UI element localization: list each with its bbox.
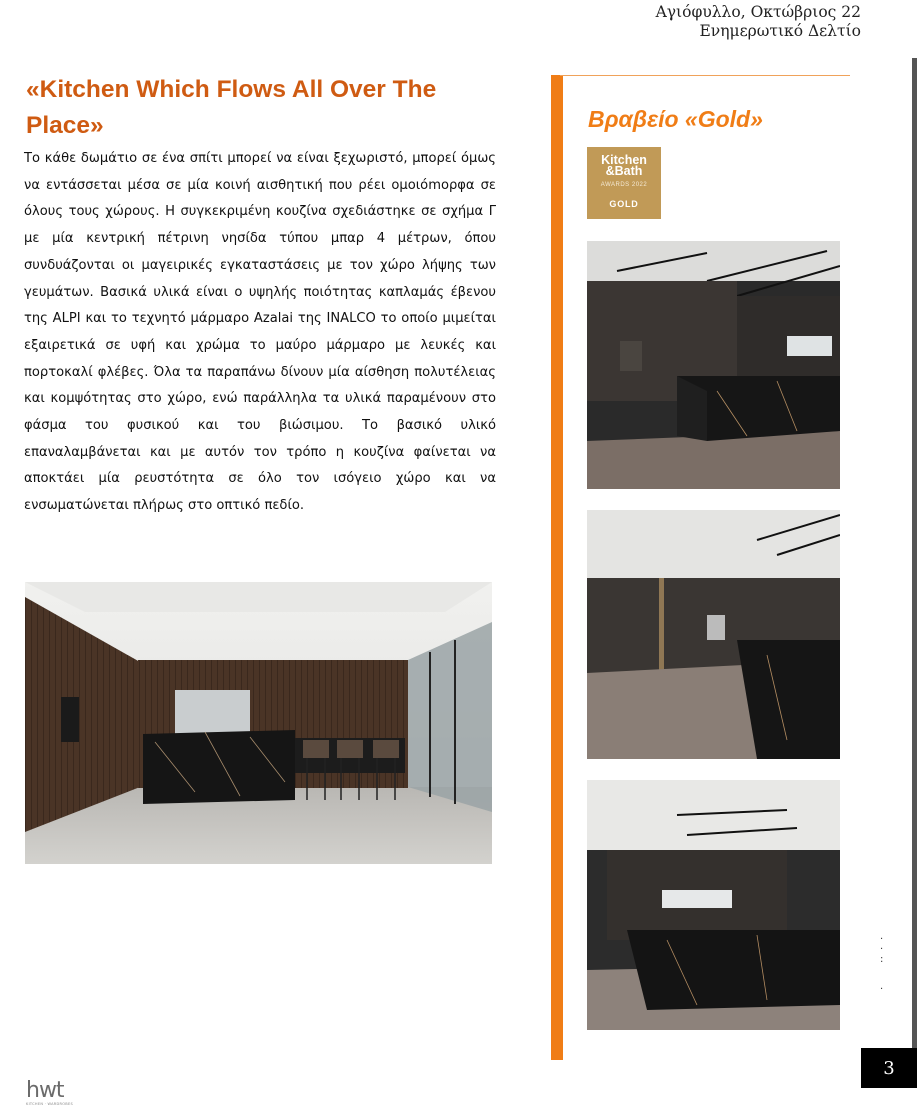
badge-line-kitchen: Kitchen [601, 153, 647, 167]
sidebar-top-rule [560, 75, 850, 76]
badge-line-bath: &Bath [605, 164, 643, 178]
header-date: Αγιόφυλλο, Οκτώβριος 22 [655, 3, 861, 21]
hwt-logo [26, 1080, 86, 1108]
hwt-logo-wordmark: hwt [26, 1078, 64, 1103]
kitchen-bath-awards-badge [587, 147, 661, 219]
badge-awards-year: AWARDS 2022 [600, 182, 648, 188]
header-newsletter: Ενημερωτικό Δελτίο [699, 22, 861, 40]
award-heading: Βραβείο «Gold» [588, 106, 763, 132]
kitchen-photo-1 [587, 241, 840, 489]
article-title: «Kitchen Which Flows All Over The Place» [26, 76, 437, 139]
kitchen-photo-2 [587, 510, 840, 759]
page-edge-bar [912, 58, 917, 1058]
sidebar-accent-bar [551, 75, 563, 1060]
header [656, 3, 861, 41]
hwt-logo-tagline: KITCHEN · WARDROBES [26, 1102, 74, 1106]
kitchen-photo-3 [587, 780, 840, 1030]
article-body: Το κάθε δωμάτιο σε ένα σπίτι μπορεί να είναι ξεχωριστό, μπορεί όμως να εντάσσεται μέσα σε μία κοινή αισθητική που ρέει ομοιόmορφα σε όλους τους χώρους. Η συγκεκριμένη κουζίνα σχεδιάστηκε σε σχήμα Γ με μία κεντρική πέτρινη νησίδα τύπου μπαρ 4 μέτρων, όπου συνδυάζονται οι μαγειρικές εγκαταστάσεις με τον χώρο λήψης των γευμάτων. Βασικά υλικά είναι ο υψηλής ποιότητας καπλαμάς έβενου της ALPI και το τεχνητό μάρμαρο Azalai της INALCO το οποίο μιμείται εξαιρετικά σε υφή και χρώμα το μαύρο μάρμαρο με λευκές και πορτοκαλί φλέβες. Όλα τα παραπάνω δίνουν μία αίσθηση πολυτέλειας και κομψότητας στο χώρο, ενώ παράλληλα τα υλικά παραμένουν στο φάσμα του φυσικού και του βιώσιμου. Το βασικό υλικό επαναλαμβάνεται και με αυτόν τον τρόπο η κουζίνα φαίνεται να αποκτάει μία ρευστότητα σε όλο τον ισόγειο χώρο και να ενσωματώνεται πλήρως στο οπτικό πεδίο. [24, 151, 496, 514]
dot-marks: · · : · [880, 934, 884, 995]
badge-gold-label: GOLD [609, 199, 639, 209]
badge-logo [587, 155, 661, 177]
kitchen-render-photo [25, 582, 492, 864]
page-number: 3 [861, 1048, 917, 1088]
